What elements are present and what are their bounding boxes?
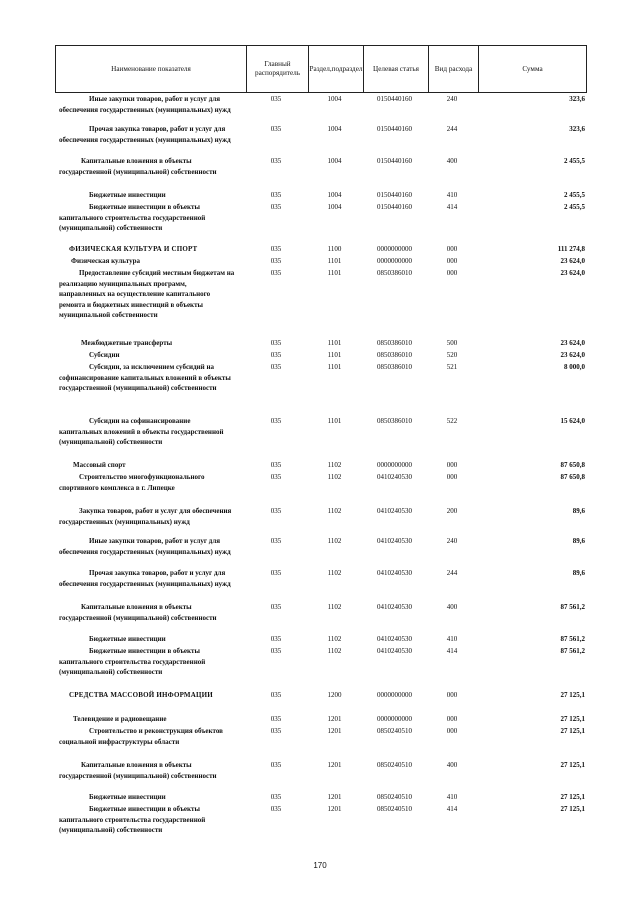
main-administrator-cell: 035 [270,417,282,425]
indicator-name-cell: Субсидии на софинансирование капитальных вложений в объекты государственной (муниципальной) собственности [59,417,224,446]
section-cell: 1004 [327,95,342,103]
main-administrator-cell: 035 [270,125,282,133]
expense-type-cell: 522 [446,417,458,425]
sum-cell: 23 624,0 [560,269,585,277]
target-article-cell: 0850386010 [377,417,412,425]
main-administrator-cell: 035 [270,603,282,611]
sum-cell: 27 125,1 [560,715,585,723]
main-administrator-cell: 035 [270,257,282,265]
sum-cell: 87 561,2 [560,603,585,611]
target-article-cell: 0000000000 [377,245,412,253]
target-article-cell: 0850240510 [377,793,412,801]
sum-cell: 89,6 [572,537,585,545]
indicator-name-cell: Физическая культура [71,257,140,265]
main-administrator-cell: 035 [270,507,282,515]
expense-type-cell: 414 [446,647,458,655]
target-article-cell: 0850386010 [377,363,412,371]
sum-cell: 27 125,1 [560,761,585,769]
indicator-name-cell: Бюджетные инвестиции в объекты капитального строительства государственной (муниципальной) собственности [59,647,206,676]
main-administrator-cell: 035 [270,351,282,359]
main-administrator-cell: 035 [270,727,282,735]
expense-type-cell: 400 [446,603,458,611]
expense-type-cell: 200 [446,507,458,515]
section-cell: 1101 [327,339,342,347]
table-header [55,45,587,93]
expense-type-cell: 000 [446,727,458,735]
target-article-cell: 0410240530 [377,635,412,643]
target-article-cell: 0850240510 [377,727,412,735]
target-article-cell: 0850240510 [377,761,412,769]
expense-type-cell: 244 [446,125,458,133]
expense-type-cell: 000 [446,691,458,699]
sum-cell: 2 455,5 [564,203,585,211]
sum-cell: 27 125,1 [560,727,585,735]
header-expense-type: Вид расхода [428,46,478,92]
section-cell: 1101 [327,363,342,371]
target-article-cell: 0410240530 [377,569,412,577]
section-cell: 1100 [327,245,342,253]
section-cell: 1200 [327,691,342,699]
sum-cell: 89,6 [572,569,585,577]
expense-type-cell: 240 [446,95,458,103]
target-article-cell: 0410240530 [377,507,412,515]
main-administrator-cell: 035 [270,95,282,103]
indicator-name-cell: Иные закупки товаров, работ и услуг для обеспечения государственных (муниципальных) нужд [59,537,231,556]
target-article-cell: 0410240530 [377,537,412,545]
sum-cell: 23 624,0 [560,351,585,359]
target-article-cell: 0150440160 [377,157,412,165]
sum-cell: 23 624,0 [560,257,585,265]
target-article-cell: 0150440160 [377,203,412,211]
section-cell: 1102 [327,537,342,545]
section-cell: 1101 [327,257,342,265]
indicator-name-cell: СРЕДСТВА МАССОВОЙ ИНФОРМАЦИИ [69,691,213,699]
section-cell: 1102 [327,647,342,655]
expense-type-cell: 240 [446,537,458,545]
section-cell: 1102 [327,461,342,469]
indicator-name-cell: Бюджетные инвестиции [89,793,166,801]
sum-cell: 89,6 [572,507,585,515]
header-section: Раздел,подраздел [308,46,363,92]
sum-cell: 87 561,2 [560,635,585,643]
main-administrator-cell: 035 [270,761,282,769]
target-article-cell: 0150440160 [377,191,412,199]
section-cell: 1102 [327,569,342,577]
indicator-name-cell: ФИЗИЧЕСКАЯ КУЛЬТУРА И СПОРТ [69,245,198,253]
header-target-article: Целевая статья [363,46,428,92]
main-administrator-cell: 035 [270,269,282,277]
section-cell: 1201 [327,761,342,769]
indicator-name-cell: Капитальные вложения в объекты государственной (муниципальной) собственности [59,603,217,622]
indicator-name-cell: Бюджетные инвестиции [89,635,166,643]
target-article-cell: 0850386010 [377,269,412,277]
indicator-name-cell: Прочая закупка товаров, работ и услуг для обеспечения государственных (муниципальных) нужд [59,569,231,588]
main-administrator-cell: 035 [270,157,282,165]
target-article-cell: 0410240530 [377,473,412,481]
section-cell: 1102 [327,507,342,515]
expense-type-cell: 244 [446,569,458,577]
indicator-name-cell: Массовый спорт [73,461,126,469]
main-administrator-cell: 035 [270,461,282,469]
sum-cell: 323,6 [569,95,585,103]
sum-cell: 87 650,8 [560,461,585,469]
main-administrator-cell: 035 [270,805,282,813]
expense-type-cell: 520 [446,351,458,359]
section-cell: 1004 [327,157,342,165]
main-administrator-cell: 035 [270,537,282,545]
expense-type-cell: 414 [446,805,458,813]
sum-cell: 87 650,8 [560,473,585,481]
expense-type-cell: 000 [446,715,458,723]
sum-cell: 27 125,1 [560,805,585,813]
indicator-name-cell: Субсидии, за исключением субсидий на софинансирование капитальных вложений в объекты государственной (муниципальной) собственности [59,363,231,392]
indicator-name-cell: Телевидение и радиовещание [73,715,167,723]
main-administrator-cell: 035 [270,691,282,699]
main-administrator-cell: 035 [270,793,282,801]
section-cell: 1201 [327,727,342,735]
target-article-cell: 0850386010 [377,339,412,347]
main-administrator-cell: 035 [270,191,282,199]
main-administrator-cell: 035 [270,647,282,655]
sum-cell: 87 561,2 [560,647,585,655]
target-article-cell: 0000000000 [377,461,412,469]
target-article-cell: 0850386010 [377,351,412,359]
sum-cell: 15 624,0 [560,417,585,425]
sum-cell: 2 455,5 [564,191,585,199]
section-cell: 1201 [327,715,342,723]
main-administrator-cell: 035 [270,715,282,723]
indicator-name-cell: Бюджетные инвестиции в объекты капитального строительства государственной (муниципальной) собственности [59,203,206,232]
indicator-name-cell: Прочая закупка товаров, работ и услуг для обеспечения государственных (муниципальных) нужд [59,125,231,144]
section-cell: 1102 [327,635,342,643]
main-administrator-cell: 035 [270,203,282,211]
section-cell: 1102 [327,473,342,481]
target-article-cell: 0000000000 [377,691,412,699]
indicator-name-cell: Закупка товаров, работ и услуг для обеспечения государственных (муниципальных) нужд [59,507,232,526]
expense-type-cell: 000 [446,473,458,481]
expense-type-cell: 414 [446,203,458,211]
section-cell: 1101 [327,417,342,425]
section-cell: 1101 [327,269,342,277]
expense-type-cell: 410 [446,191,458,199]
main-administrator-cell: 035 [270,245,282,253]
main-administrator-cell: 035 [270,363,282,371]
indicator-name-cell: Капитальные вложения в объекты государственной (муниципальной) собственности [59,761,217,780]
expense-type-cell: 000 [446,461,458,469]
target-article-cell: 0410240530 [377,647,412,655]
header-sum: Сумма [478,46,586,92]
sum-cell: 323,6 [569,125,585,133]
sum-cell: 8 000,0 [564,363,585,371]
page-number: 170 [313,861,327,870]
indicator-name-cell: Иные закупки товаров, работ и услуг для обеспечения государственных (муниципальных) нужд [59,95,231,114]
target-article-cell: 0000000000 [377,257,412,265]
target-article-cell: 0850240510 [377,805,412,813]
indicator-name-cell: Строительство многофункционального спортивного комплекса в г. Липецке [59,473,205,492]
header-name: Наименование показателя [111,64,191,73]
main-administrator-cell: 035 [270,473,282,481]
section-cell: 1201 [327,805,342,813]
expense-type-cell: 410 [446,793,458,801]
expense-type-cell: 400 [446,761,458,769]
target-article-cell: 0150440160 [377,95,412,103]
sum-cell: 23 624,0 [560,339,585,347]
main-administrator-cell: 035 [270,339,282,347]
main-administrator-cell: 035 [270,569,282,577]
target-article-cell: 0150440160 [377,125,412,133]
expense-type-cell: 521 [446,363,458,371]
expense-type-cell: 000 [446,269,458,277]
indicator-name-cell: Строительство и реконструкция объектов социальной инфраструктуры области [59,727,223,746]
main-administrator-cell: 035 [270,635,282,643]
indicator-name-cell: Межбюджетные трансферты [81,339,173,347]
expense-type-cell: 500 [446,339,458,347]
section-cell: 1004 [327,203,342,211]
target-article-cell: 0000000000 [377,715,412,723]
section-cell: 1004 [327,191,342,199]
target-article-cell: 0410240530 [377,603,412,611]
section-cell: 1101 [327,351,342,359]
expense-type-cell: 000 [446,245,458,253]
sum-cell: 111 274,8 [557,245,585,253]
expense-type-cell: 410 [446,635,458,643]
indicator-name-cell: Бюджетные инвестиции [89,191,166,199]
indicator-name-cell: Бюджетные инвестиции в объекты капитального строительства государственной (муниципальной) собственности [59,805,206,834]
section-cell: 1102 [327,603,342,611]
indicator-name-cell: Предоставление субсидий местным бюджетам на реализацию муниципальных программ, направленных на осуществление капитального ремонта и бюджетных инвестиций в объекты муниципальной собственности [59,269,235,319]
indicator-name-cell: Субсидии [89,351,120,359]
section-cell: 1201 [327,793,342,801]
expense-type-cell: 400 [446,157,458,165]
indicator-name-cell: Капитальные вложения в объекты государственной (муниципальной) собственности [59,157,217,176]
expense-type-cell: 000 [446,257,458,265]
section-cell: 1004 [327,125,342,133]
sum-cell: 27 125,1 [560,691,585,699]
sum-cell: 2 455,5 [564,157,585,165]
header-main-administrator: Главный распорядитель [246,46,308,92]
sum-cell: 27 125,1 [560,793,585,801]
